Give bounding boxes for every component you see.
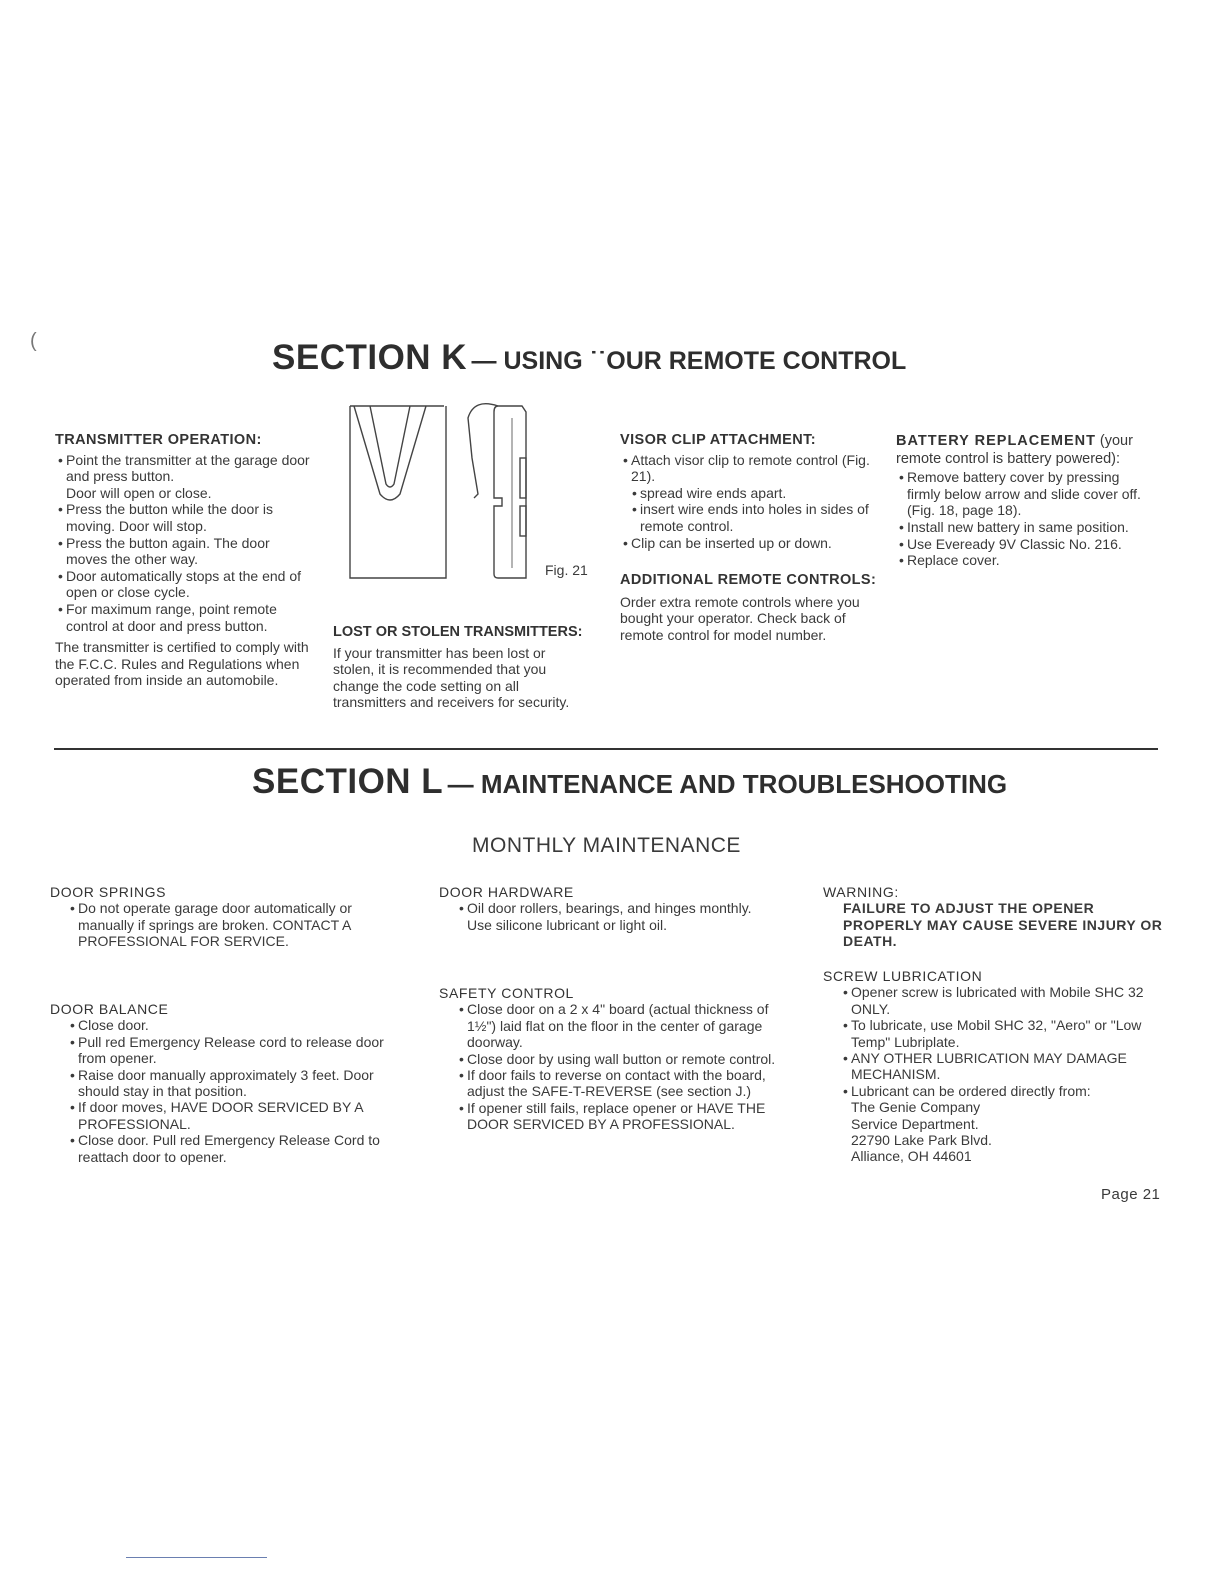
list-item: • Do not operate garage door automatically or manually if springs are broken. CONTACT A PROFESSIONAL FOR SERVICE.	[50, 900, 390, 949]
fcc-note: The transmitter is certified to comply with the F.C.C. Rules and Regulations when operated from inside an automobile.	[55, 639, 309, 689]
screw-heading: SCREW LUBRICATION	[823, 968, 983, 984]
lost-body: If your transmitter has been lost or stolen, it is recommended that you change the code setting on all transmitters and receivers for security.	[333, 644, 570, 711]
list-item-sub: • spread wire ends apart.	[620, 485, 878, 502]
visor-clip-front	[350, 406, 444, 500]
battery-heading-line	[896, 432, 1156, 467]
visor-heading: VISOR CLIP ATTACHMENT:	[620, 432, 816, 448]
address-line: 22790 Lake Park Blvd.	[851, 1132, 992, 1149]
list-item: • Close door on a 2 x 4" board (actual thickness of 1½") laid flat on the floor in the center of garage doorway.	[439, 1001, 779, 1050]
address-line: Alliance, OH 44601	[851, 1148, 972, 1165]
remote-visor-clip-illustration	[342, 398, 542, 584]
screw-lubrication	[823, 968, 1163, 1165]
springs-heading: DOOR SPRINGS	[50, 884, 167, 900]
address-line: The Genie Company	[851, 1099, 981, 1116]
balance-heading: DOOR BALANCE	[50, 1001, 169, 1017]
list-item: • If door fails to reverse on contact with the board, adjust the SAFE-T-REVERSE (see section J.)	[439, 1067, 779, 1100]
lost-stolen-transmitters	[333, 624, 589, 711]
list-item: • Pull red Emergency Release cord to release door from opener.	[50, 1034, 390, 1067]
scan-mark: (	[30, 330, 37, 352]
remote-front-body	[350, 412, 446, 578]
door-springs	[50, 884, 390, 950]
list-item: • To lubricate, use Mobil SHC 32, "Aero" or "Low Temp" Lubriplate.	[823, 1017, 1163, 1050]
list-item: • Use Eveready 9V Classic No. 216.	[896, 536, 1156, 553]
door-hardware	[439, 884, 779, 933]
transmitter-heading: TRANSMITTER OPERATION:	[55, 432, 262, 448]
safety-control	[439, 985, 779, 1133]
list-item: • Replace cover.	[896, 552, 1156, 569]
monthly-maintenance-heading: MONTHLY MAINTENANCE	[472, 834, 741, 857]
list-item: • Press the button again. The door moves the other way.	[55, 535, 311, 568]
list-item: • Install new battery in same position.	[896, 519, 1156, 536]
list-item: • Door automatically stops at the end of open or close cycle.	[55, 568, 311, 601]
door-balance	[50, 1001, 390, 1165]
section-l-label: SECTION L	[252, 762, 444, 801]
figure-label: Fig. 21	[545, 562, 588, 578]
list-item: • Point the transmitter at the garage door and press button.	[55, 452, 311, 485]
list-item: • Clip can be inserted up or down.	[620, 535, 878, 552]
transmitter-operation	[55, 432, 311, 689]
list-item: • For maximum range, point remote control at door and press button.	[55, 601, 311, 634]
section-k-subtitle: — USING ˙˙OUR REMOTE CONTROL	[471, 347, 907, 375]
list-item: • Oil door rollers, bearings, and hinges monthly. Use silicone lubricant or light oil.	[439, 900, 779, 933]
section-l-title	[252, 762, 1007, 802]
lost-heading: LOST OR STOLEN TRANSMITTERS:	[333, 624, 583, 640]
battery-heading: BATTERY REPLACEMENT	[896, 433, 1096, 449]
list-item: • Close door. Pull red Emergency Release Cord to reattach door to opener.	[50, 1132, 390, 1165]
additional-body: Order extra remote controls where you bought your operator. Check back of remote control for model number.	[620, 593, 860, 643]
hardware-heading: DOOR HARDWARE	[439, 884, 574, 900]
list-item-sub: • insert wire ends into holes in sides of remote control.	[620, 501, 878, 534]
visor-clip-attachment	[620, 432, 878, 551]
list-item: • ANY OTHER LUBRICATION MAY DAMAGE MECHANISM.	[823, 1050, 1163, 1083]
battery-heading-note: (your remote control is battery powered):	[896, 433, 1133, 467]
additional-heading: ADDITIONAL REMOTE CONTROLS:	[620, 572, 877, 588]
list-item: • Raise door manually approximately 3 feet. Door should stay in that position.	[50, 1067, 390, 1100]
scan-line	[126, 1557, 267, 1558]
additional-remote-controls	[620, 572, 878, 643]
list-item: • Attach visor clip to remote control (Fig. 21).	[620, 452, 878, 485]
list-item: • Lubricant can be ordered directly from:	[823, 1083, 1163, 1099]
list-item: • Press the button while the door is moving. Door will stop.	[55, 501, 311, 534]
section-k-title	[272, 338, 906, 378]
section-divider	[54, 748, 1158, 750]
list-item: • If door moves, HAVE DOOR SERVICED BY A PROFESSIONAL.	[50, 1099, 390, 1132]
list-item: • Close door by using wall button or remote control.	[439, 1051, 779, 1067]
warning-heading: WARNING:	[823, 884, 899, 900]
section-k-label: SECTION K	[272, 338, 468, 377]
list-item: • Remove battery cover by pressing firmly below arrow and slide cover off. (Fig. 18, page 18).	[896, 469, 1156, 519]
section-l-subtitle: — MAINTENANCE AND TROUBLESHOOTING	[447, 769, 1008, 799]
page-number: Page 21	[1101, 1186, 1161, 1203]
list-item: • Close door.	[50, 1017, 390, 1033]
remote-side-body	[494, 406, 526, 578]
address-line: Service Department.	[851, 1115, 979, 1132]
warning-block	[823, 884, 1163, 950]
list-item-sub: Door will open or close.	[66, 484, 212, 501]
battery-replacement	[896, 432, 1156, 569]
list-item: • If opener still fails, replace opener or HAVE THE DOOR SERVICED BY A PROFESSIONAL.	[439, 1100, 779, 1133]
list-item: • Opener screw is lubricated with Mobile SHC 32 ONLY.	[823, 984, 1163, 1017]
warning-body: FAILURE TO ADJUST THE OPENER PROPERLY MAY CAUSE SEVERE INJURY OR DEATH.	[843, 900, 1163, 950]
safety-heading: SAFETY CONTROL	[439, 985, 574, 1001]
